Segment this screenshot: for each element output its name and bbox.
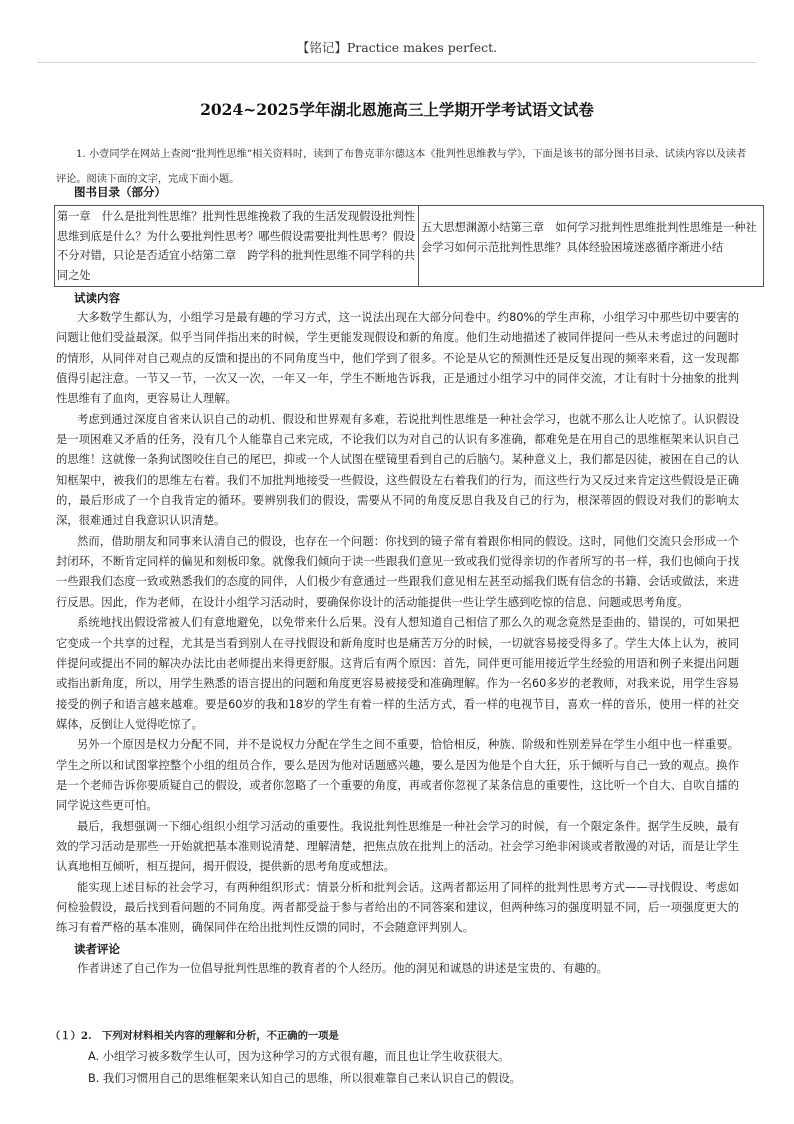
header-divider xyxy=(38,62,756,63)
excerpt-body xyxy=(56,308,739,979)
toc-row xyxy=(55,206,764,287)
answer-option-b[interactable]: B. 我们习惯用自己的思维框架来认知自己的思维，所以很难靠自己来认识自己的假设。 xyxy=(88,1072,521,1085)
toc-heading: 图书目录（部分） xyxy=(74,185,166,199)
excerpt-paragraph: 系统地找出假设常被人们有意地避免，以免带来什么后果。没有人想知道自己相信了那么久的观念竟然是歪曲的、错误的，可如果把它变成一个共享的过程，尤其是当看到别人在寻找假设和新角度时也是痛苦万分的时候，一切就容易接受得多了。学生大体上认为，被同伴提问或提出不同的解决办法比由老师提出来得更舒服。这背后有两个原因：首先，同伴更可能用接近学生经验的用语和例子来提出问题或指出新角度，所以，用学生熟悉的语言提出的问题和角度更容易被接受和准确理解。作为一名60多岁的老教师，对我来说，用学生容易接受的例子和语言越来越难。要是60岁的我和18岁的学生有着一样的生活方式，看一样的电视节目，喜欢一样的音乐，使用一样的社交媒体，反倒让人觉得吃惊了。 xyxy=(56,616,739,731)
excerpt-paragraph: 考虑到通过深度自省来认识自己的动机、假设和世界观有多难，若说批判性思维是一种社会学习，也就不那么让人吃惊了。认识假设是一项困难又矛盾的任务，没有几个人能靠自己来完成，不论我们以为对自己的认识有多准确，都难免是在用自己的思维框架来认识自己的思维！这就像一条狗试图咬住自己的尾巴，抑或一个人试图在壁镜里看到自己的后脑勺。某种意义上，我们都是囚徒，被困在自己的认知框架中，被我们的思维左右着。我们不加批判地接受一些假设，这些假设左右着我们的行为，而这些行为又反过来肯定这些假设是正确的，最后形成了一个自我肯定的循环。要辨别我们的假设，需要从不同的角度反思自我及自己的行为，根深蒂固的假设对我们的影响太深，很难通过自我意识认识清楚。 xyxy=(56,412,739,528)
excerpt-heading: 试读内容 xyxy=(74,291,120,305)
review-text: 作者讲述了自己作为一位倡导批判性思维的教育者的个人经历。他的洞见和诚恳的讲述是宝贵的、有趣的。 xyxy=(77,961,608,975)
toc-table xyxy=(54,205,764,287)
excerpt-paragraph: 能实现上述目标的社会学习，有两种组织形式：情景分析和批判会话。这两者都运用了同样的批判性思考方式——寻找假设、考虑如何检验假设，最后找到看问题的不同角度。两者都受益于参与者给出的不同答案和建议，但两种练习的强度明显不同，后一项强度更大的练习有着严格的基本准则，确保同伴在给出批判性反馈的同时，不会随意评判别人。 xyxy=(56,880,739,935)
review-heading: 读者评论 xyxy=(74,941,120,956)
excerpt-paragraph: 最后，我想强调一下细心组织小组学习活动的重要性。我说批判性思维是一种社会学习的时候，有一个限定条件。据学生反映，最有效的学习活动是那些一开始就把基本准则说清楚、理解清楚，把焦点放在批判上的活动。社会学习绝非闲谈或者散漫的对话，而是让学生认真地相互倾听，相互提问，揭开假设，提供新的思考角度或想法。 xyxy=(56,819,739,874)
excerpt-paragraph: 大多数学生都认为，小组学习是最有趣的学习方式，这一说法出现在大部分问卷中。约80%的学生声称，小组学习中那些切中要害的问题让他们受益最深。似乎当同伴指出来的时候，学生更能发现假设和新的角度。他们生动地描述了被同伴提问一些从未考虑过的问题时的情形，从同伴对自己观点的反馈和提出的不同角度当中，他们学到了很多。不论是从它的预测性还是反复出现的频率来看，这一发现都值得引起注意。一节又一节，一次又一次，一年又一年，学生不断地告诉我，正是通过小组学习中的同伴交流，才让有时十分抽象的批判性思维有了血肉，更容易让人理解。 xyxy=(56,311,739,406)
page-header: 【铭记】Practice makes perfect. xyxy=(296,40,498,55)
toc-right-cell: 五大思想渊源小结第三章 如何学习批判性思维批判性思维是一种社会学习如何示范批判性思维？具体经验困境迷惑循序渐进小结 xyxy=(419,206,764,287)
question-stem: （１）2. 下列对材料相关内容的理解和分析，不正确的一项是 xyxy=(50,1030,339,1042)
exam-title: 2024~2025学年湖北恩施高三上学期开学考试语文试卷 xyxy=(200,100,594,119)
toc-left-cell: 第一章 什么是批判性思维？批判性思维挽救了我的生活发现假设批判性思维到底是什么？为什么要批判性思考？哪些假设需要批判性思考？假设不分对错，只论是否适宜小结第二章 跨学科的批判性思维不同学科的共同之处 xyxy=(55,206,419,287)
answer-option-a[interactable]: A. 小组学习被多数学生认可，因为这种学习的方式很有趣，而且也让学生收获很大。 xyxy=(88,1050,510,1063)
question-instruction: 1. 小壹同学在网站上查阅“批判性思维”相关资料时，读到了布鲁克菲尔德这本《批判性思维教与学》，下面是该书的部分图书目录、试读内容以及读者评论。阅读下面的文字，完成下面小题。 xyxy=(56,149,747,185)
excerpt-paragraph: 另外一个原因是权力分配不同，并不是说权力分配在学生之间不重要，恰恰相反，种族、阶级和性别差异在学生小组中也一样重要。学生之所以和试图掌控整个小组的组员合作，要么是因为他对话题感兴趣，要么是因为他是个自大狂，乐于倾听与自己一致的观点。换作是一个老师告诉你要质疑自己的假设，或者你忽略了一个重要的角度，再或者你忽视了某条信息的重要性，这比听一个自大、自吹自擂的同学说这些更可怕。 xyxy=(56,738,739,813)
excerpt-paragraph: 然而，借助朋友和同事来认清自己的假设，也存在一个问题：你找到的镜子常有着跟你相同的假设。这时，同他们交流只会形成一个封闭环，不断肯定同样的偏见和刻板印象。就像我们倾向于读一些跟我们意见一致或我们觉得亲切的作者所写的书一样，我们也倾向于找一些跟我们态度一致或熟悉我们的态度的同伴，人们极少有意通过一些跟我们意见相左甚至动摇我们既有信念的书籍、会话或做法，来进行反思。因此，作为老师，在设计小组学习活动时，要确保你设计的活动能提供一些让学生感到吃惊的信息、问题或思考角度。 xyxy=(56,534,739,609)
